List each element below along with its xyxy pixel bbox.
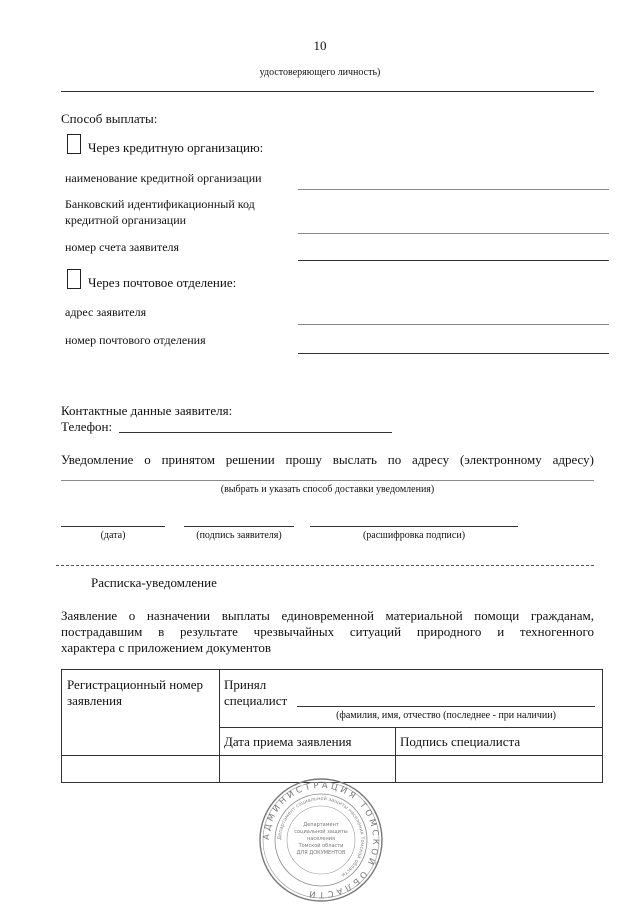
bik-label-line1: Банковский идентификационный код <box>65 197 255 211</box>
post-office-option-label: Через почтовое отделение: <box>88 275 237 290</box>
stamp-inner-text: Департамент социальной защиты населения Томской области <box>276 795 366 878</box>
reg-number-label: Регистрационный номер заявления <box>67 677 203 708</box>
top-fragment: удостоверяющего личность) <box>259 67 381 78</box>
top-rule <box>61 91 594 92</box>
official-stamp <box>258 777 384 903</box>
accepted-cell <box>220 670 603 728</box>
credit-org-name-field[interactable] <box>298 189 609 190</box>
reg-number-cell[interactable] <box>62 670 220 756</box>
page-number: 10 <box>313 38 327 53</box>
payment-heading: Способ выплаты: <box>61 111 158 126</box>
contact-heading: Контактные данные заявителя: <box>61 403 233 418</box>
signature-line[interactable] <box>184 526 294 527</box>
signature-caption: (подпись заявителя) <box>196 530 282 541</box>
post-number-field[interactable] <box>298 353 609 354</box>
notification-text: Уведомление о принятом решении прошу выслать по адресу (электронному адресу) <box>61 452 594 467</box>
receipt-text-line3: характера с приложением документов <box>61 640 271 655</box>
date-header: Дата приема заявления <box>224 733 352 749</box>
credit-org-option-label: Через кредитную организацию: <box>88 140 264 155</box>
stamp-center-line4: Томской области <box>298 843 344 849</box>
transcript-line[interactable] <box>310 526 518 527</box>
post-office-checkbox[interactable] <box>67 269 81 289</box>
address-label: адрес заявителя <box>65 305 147 319</box>
fio-caption: (фамилия, имя, отчество (последнее - при наличии) <box>336 710 556 721</box>
signature-value-cell[interactable] <box>396 756 603 783</box>
receipt-title: Расписка-уведомление <box>91 575 217 590</box>
bik-field[interactable] <box>298 233 609 234</box>
stamp-center-line5: ДЛЯ ДОКУМЕНТОВ <box>296 850 346 856</box>
receipt-table <box>61 669 603 783</box>
credit-org-checkbox[interactable] <box>67 134 81 154</box>
reg-number-value-cell[interactable] <box>62 756 220 783</box>
signature-header: Подпись специалиста <box>400 733 521 749</box>
phone-label: Телефон: <box>61 419 113 434</box>
stamp-center-line1: Департамент <box>303 822 339 828</box>
notification-field[interactable] <box>61 480 594 481</box>
account-label: номер счета заявителя <box>65 240 180 254</box>
specialist-label: специалист <box>224 693 288 708</box>
bik-label-line2: кредитной организации <box>65 213 187 227</box>
specialist-name-field[interactable] <box>297 706 595 707</box>
stamp-center-line3: населения <box>307 836 335 842</box>
accepted-label: Принял <box>224 677 267 692</box>
date-header-cell <box>220 728 396 756</box>
cut-line <box>56 565 594 566</box>
account-field[interactable] <box>298 260 609 261</box>
receipt-text-line1: Заявление о назначении выплаты единовременной материальной помощи гражданам, <box>61 608 594 623</box>
stamp-outer-text: АДМИНИСТРАЦИЯ ТОМСКОЙ ОБЛАСТИ <box>261 780 381 900</box>
signature-header-cell <box>396 728 603 756</box>
transcript-caption: (расшифровка подписи) <box>362 530 466 541</box>
date-line[interactable] <box>61 526 165 527</box>
receipt-text-line2: пострадавшим в результате чрезвычайных ситуаций природного и техногенного <box>61 624 594 639</box>
date-caption: (дата) <box>100 530 126 541</box>
notification-caption: (выбрать и указать способ доставки уведомления) <box>220 484 435 495</box>
stamp-center-line2: социальной защиты <box>294 829 348 835</box>
phone-field[interactable] <box>119 432 392 433</box>
credit-org-name-label: наименование кредитной организации <box>65 171 262 185</box>
address-field[interactable] <box>298 324 609 325</box>
post-number-label: номер почтового отделения <box>65 333 206 347</box>
